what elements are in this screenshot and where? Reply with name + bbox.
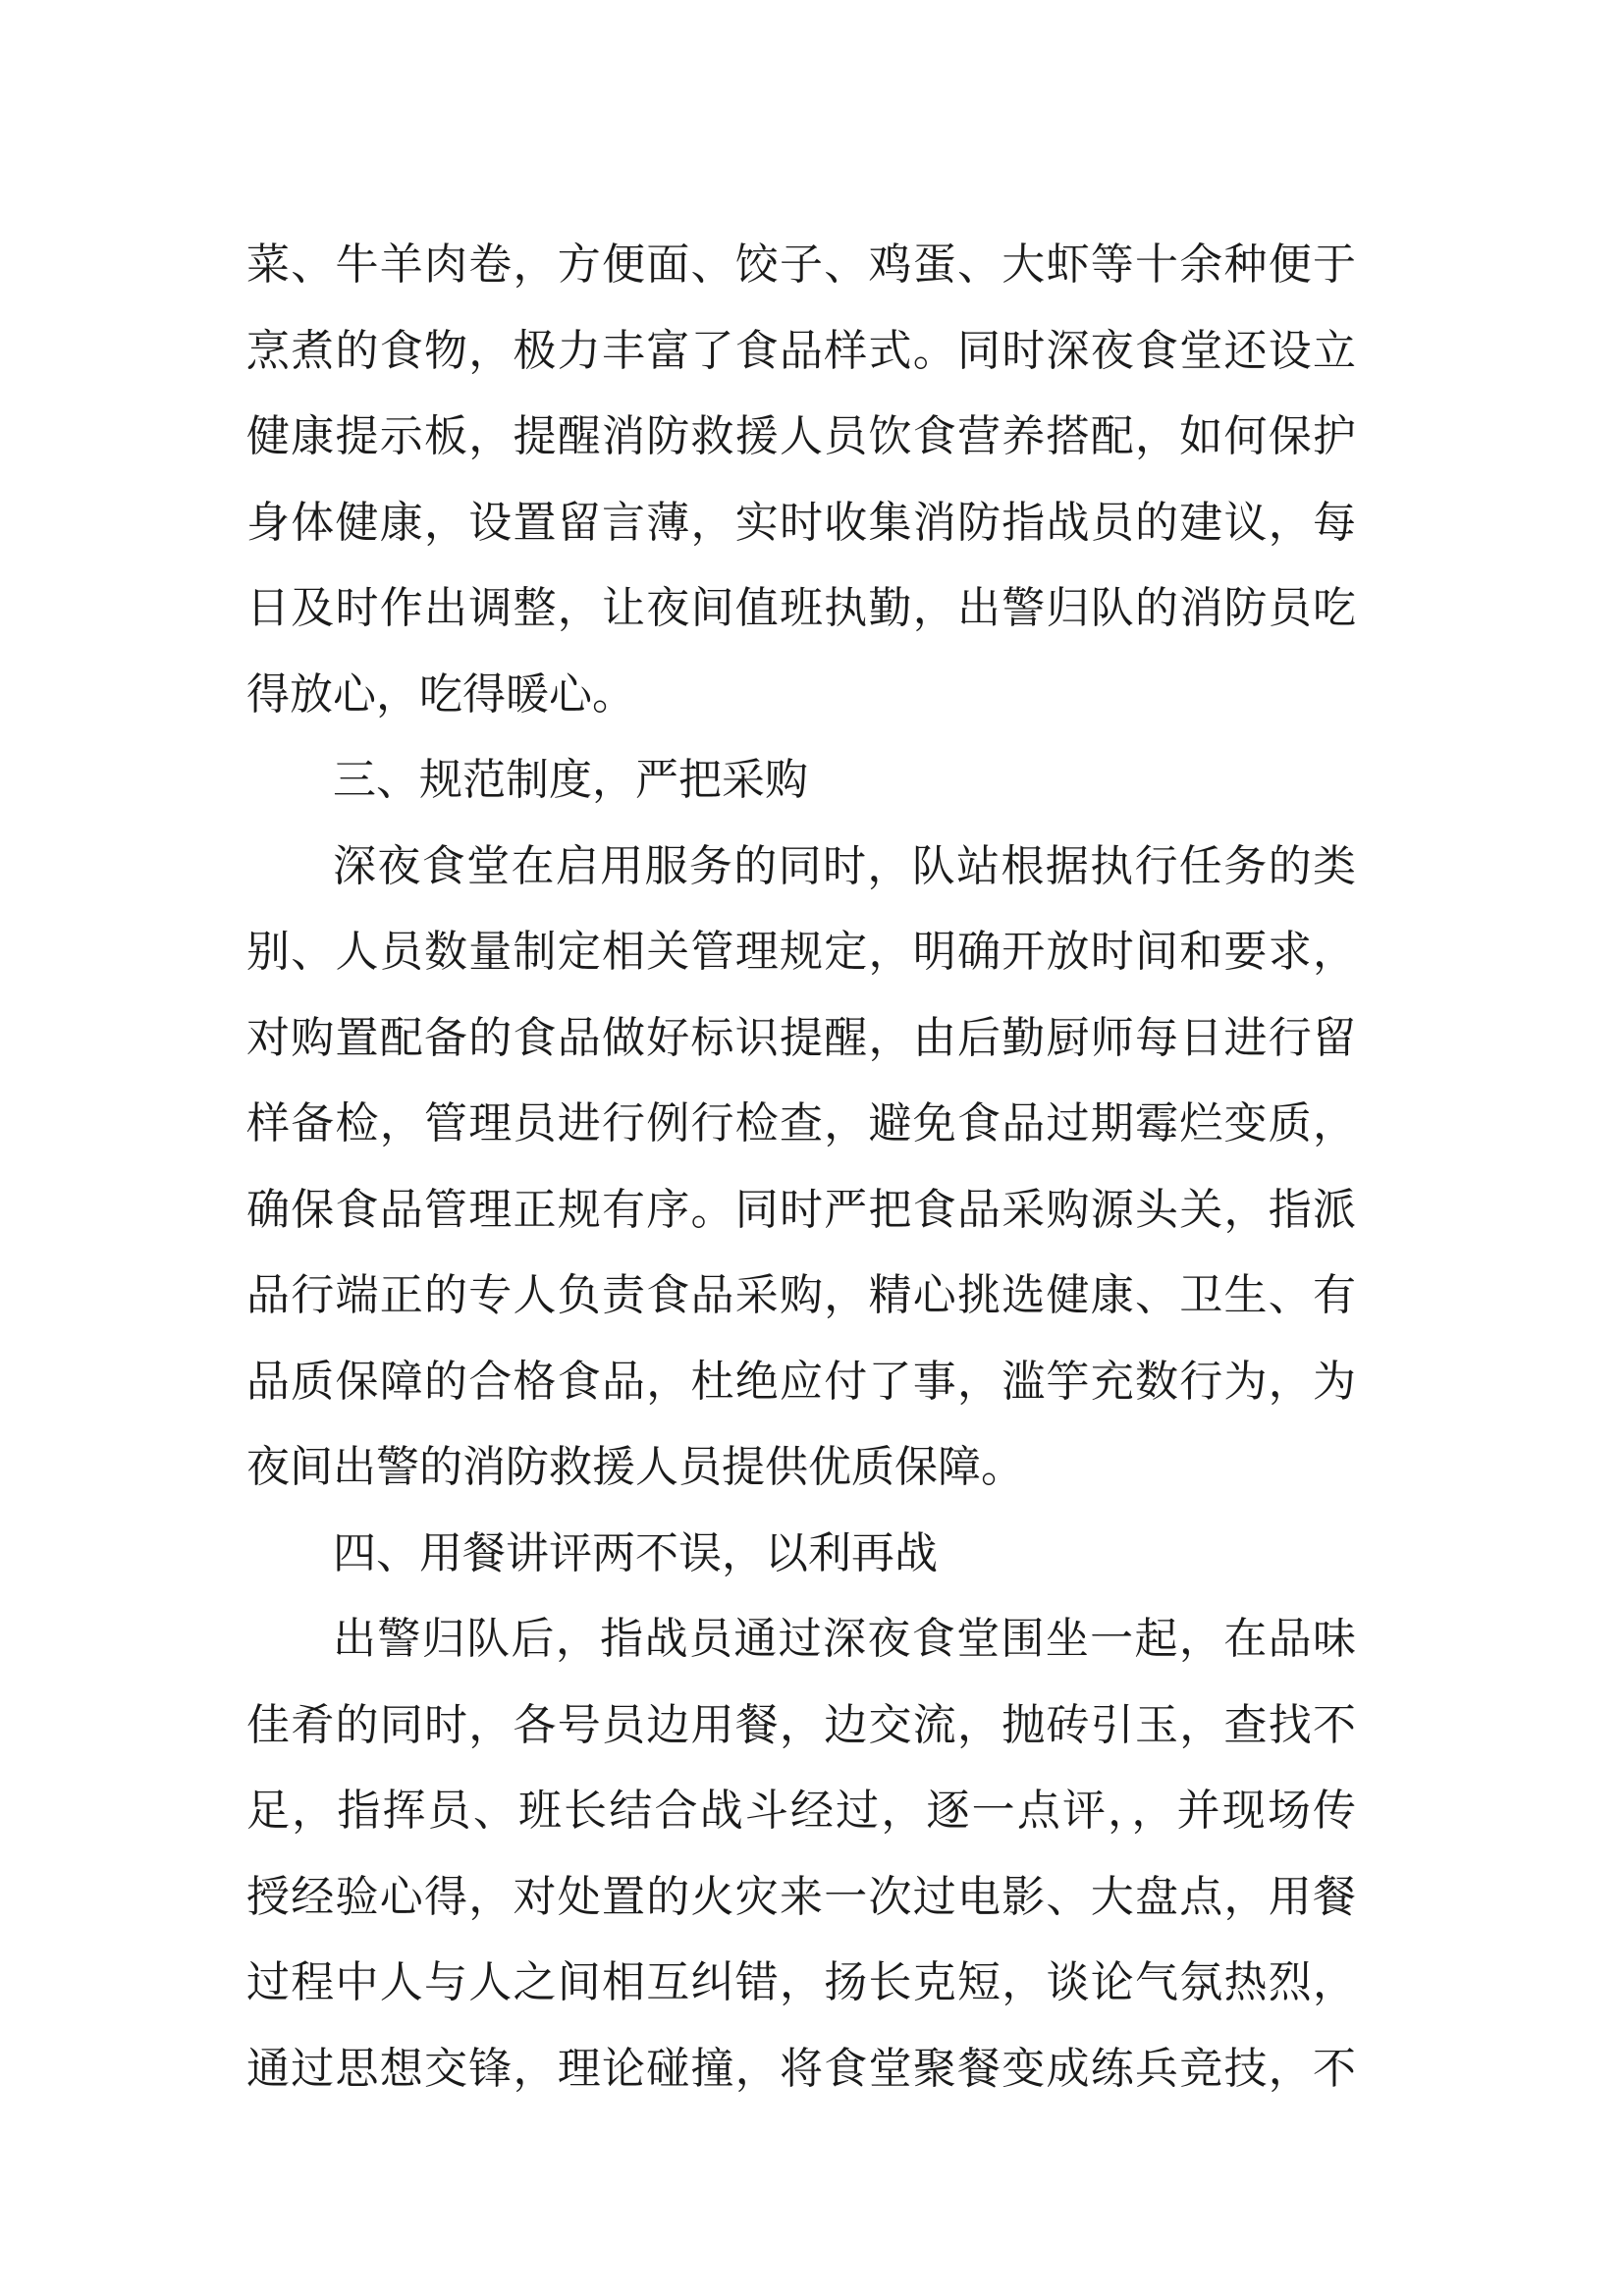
text-line: 出警归队后，指战员通过深夜食堂围坐一起，在品味: [333, 1614, 1356, 1664]
text-line: 菜、牛羊肉卷，方便面、饺子、鸡蛋、大虾等十余种便于: [246, 240, 1356, 290]
text-line: 深夜食堂在启用服务的同时，队站根据执行任务的类: [333, 840, 1356, 891]
text-line: 授经验心得，对处置的火灾来一次过电影、大盘点，用餐: [246, 1871, 1356, 1922]
text-line: 足，指挥员、班长结合战斗经过，逐一点评，，并现场传: [246, 1786, 1356, 1836]
text-line: 佳肴的同时，各号员边用餐，边交流，抛砖引玉，查找不: [246, 1699, 1356, 1750]
section-heading: 三、规范制度，严把采购: [333, 755, 808, 805]
text-line: 过程中人与人之间相互纠错，扬长克短，谈论气氛热烈，: [246, 1957, 1356, 2007]
text-line: 烹煮的食物，极力丰富了食品样式。同时深夜食堂还设立: [246, 325, 1356, 376]
section-heading: 四、用餐讲评两不误，以利再战: [333, 1527, 938, 1578]
text-line: 日及时作出调整，让夜间值班执勤，出警归队的消防员吃: [246, 583, 1356, 633]
text-line: 样备检，管理员进行例行检查，避免食品过期霉烂变质，: [246, 1098, 1356, 1148]
text-line: 夜间出警的消防救援人员提供优质保障。: [246, 1442, 1024, 1492]
text-line: 品行端正的专人负责食品采购，精心挑选健康、卫生、有: [246, 1270, 1356, 1320]
text-line: 通过思想交锋，理论碰撞，将食堂聚餐变成练兵竞技，不: [246, 2043, 1356, 2094]
text-line: 得放心，吃得暖心。: [246, 668, 635, 720]
text-line: 健康提示板，提醒消防救援人员饮食营养搭配，如何保护: [246, 411, 1356, 461]
text-line: 对购置配备的食品做好标识提醒，由后勤厨师每日进行留: [246, 1012, 1356, 1063]
text-line: 品质保障的合格食品，杜绝应付了事，滥竽充数行为，为: [246, 1356, 1356, 1407]
text-line: 确保食品管理正规有序。同时严把食品采购源头关，指派: [246, 1184, 1356, 1235]
text-line: 身体健康，设置留言薄，实时收集消防指战员的建议，每: [246, 497, 1356, 548]
text-line: 别、人员数量制定相关管理规定，明确开放时间和要求，: [246, 927, 1356, 977]
body-text: [246, 222, 1356, 2111]
